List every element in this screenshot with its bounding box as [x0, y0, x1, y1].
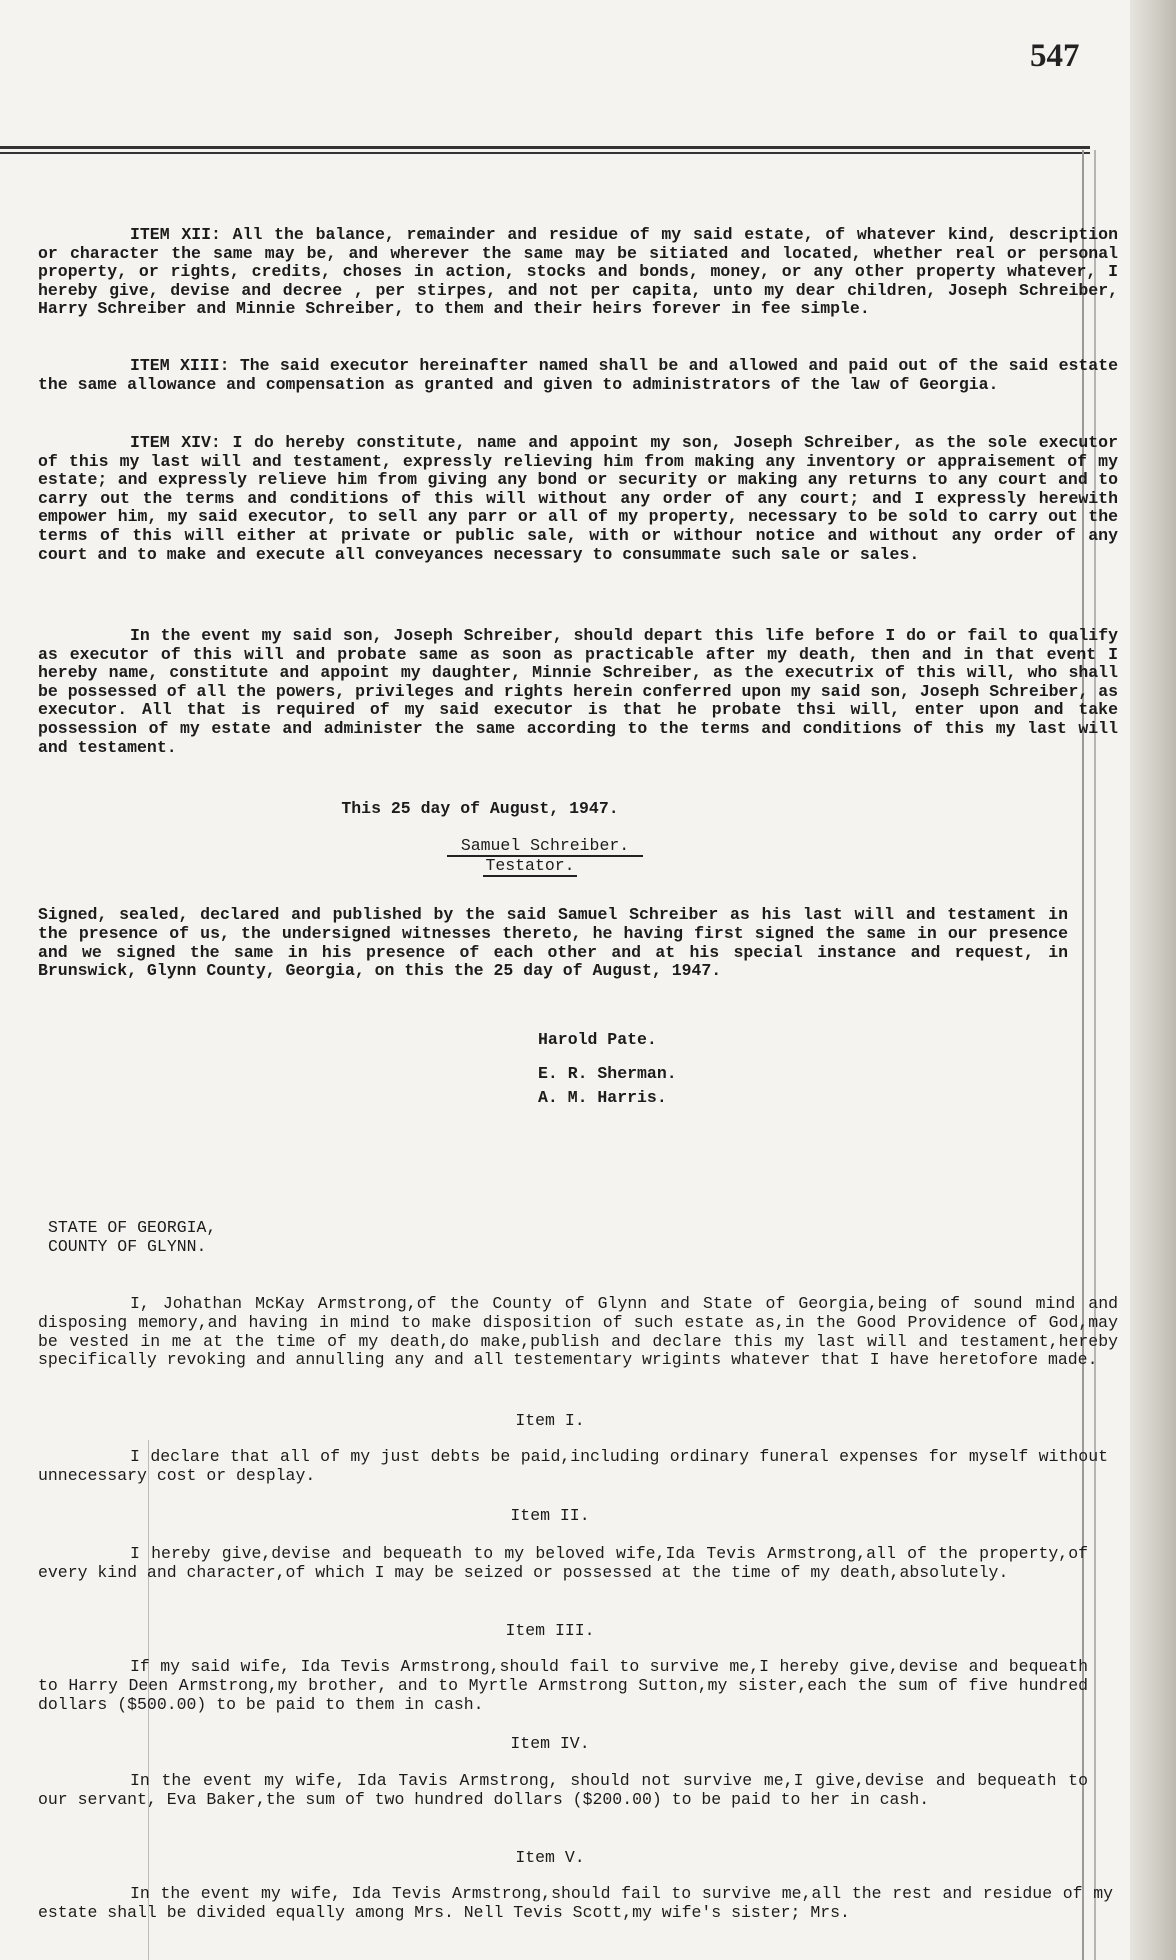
testator-title: Testator. — [485, 856, 575, 875]
witness-signature-3: A. M. Harris. — [538, 1088, 667, 1107]
witness-signature-2: E. R. Sherman. — [538, 1064, 677, 1083]
item-v-text: In the event my wife, Ida Tevis Armstrong,should fail to survive me,all the rest and residue of my estate shall be divided equally among Mrs. Nell Tevis Scott,my wife's sister; Mrs. — [38, 1884, 1113, 1922]
will-preamble: I, Johathan McKay Armstrong,of the County of Glynn and State of Georgia,being of sound mind and disposing memory,and having in mind to make disposition of such estate as,in the Good Providence of God,may be vested in me at the time of my death,do make,publish and declare this my last will and testament,hereby specifically revoking and annulling any and all testementary wrigints whatever that I have heretofore made. — [38, 1294, 1118, 1370]
item-iii-text: If my said wife, Ida Tevis Armstrong,should fail to survive me,I hereby give,devise and bequeath to Harry Deen Armstrong,my brother, and to Myrtle Armstrong Sutton,my sister,each the sum of five hundred dollars ($500.00) to be paid to them in cash. — [38, 1657, 1088, 1714]
testator-signature — [160, 836, 930, 857]
testator-title-line — [160, 856, 900, 875]
item-xiii-paragraph: ITEM XIII: The said executor hereinafter named shall be and allowed and paid out of the said estate the same allowance and compensation as granted and given to administrators of the law of Georgia. — [38, 356, 1118, 394]
header-rule — [0, 146, 1090, 149]
item-ii-heading: Item II. — [510, 1506, 590, 1525]
page-edge-shadow — [1130, 0, 1176, 1960]
item-iii-heading: Item III. — [505, 1621, 595, 1640]
attestation-clause: Signed, sealed, declared and published by the said Samuel Schreiber as his last will and testament in the presence of us, the undersigned witnesses thereto, he having first signed the same in our presence and we signed the same in his presence of each other and at his special instance and request, in Brunswick, Glynn County, Georgia, on this the 25 day of August, 1947. — [38, 905, 1068, 981]
executrix-contingency-paragraph: In the event my said son, Joseph Schreiber, should depart this life before I do or fail to qualify as executor of this will and probate same as soon as practicable after my death, then and in that event I hereby name, constitute and appoint my daughter, Minnie Schreiber, as the executrix of this will, who shall be possessed of all the powers, privileges and rights herein conferred upon my said son, Joseph Schreiber, as executor. All that is required of my said executor is that he probate thsi will, enter upon and take possession of my estate and administer the same according to the terms and conditions of this my last will and testament. — [38, 626, 1118, 757]
item-ii-text: I hereby give,devise and bequeath to my beloved wife,Ida Tevis Armstrong,all of the property,of every kind and character,of which I may be seized or possessed at the time of my death,absolutely. — [38, 1544, 1088, 1582]
item-xii-paragraph: ITEM XII: All the balance, remainder and residue of my said estate, of whatever kind, description or character the same may be, and wherever the same may be sitiated and located, whether real or personal property, or rights, credits, choses in action, stocks and bonds, money, or any other property whatever, I hereby give, devise and decree , per stirpes, and not per capita, unto my dear children, Joseph Schreiber, Harry Schreiber and Minnie Schreiber, to them and their heirs forever in fee simple. — [38, 225, 1118, 319]
item-v-heading: Item V. — [515, 1848, 585, 1867]
right-margin-line-secondary — [1094, 150, 1096, 1960]
state-caption: STATE OF GEORGIA, — [48, 1218, 217, 1237]
witness-signature-1: Harold Pate. — [538, 1030, 657, 1049]
item-i-heading: Item I. — [515, 1411, 585, 1430]
county-caption: COUNTY OF GLYNN. — [48, 1237, 207, 1256]
header-rule-secondary — [0, 152, 1090, 154]
item-i-text: I declare that all of my just debts be paid,including ordinary funeral expenses for myself without unnecessary cost or desplay. — [38, 1447, 1108, 1485]
execution-date: This 25 day of August, 1947. — [341, 799, 619, 818]
item-iv-heading: Item IV. — [510, 1734, 590, 1753]
item-iv-text: In the event my wife, Ida Tavis Armstrong, should not survive me,I give,devise and bequeath to our servant, Eva Baker,the sum of two hundred dollars ($200.00) to be paid to her in cash. — [38, 1771, 1088, 1809]
testator-name: Samuel Schreiber. — [447, 836, 643, 857]
item-xiv-paragraph: ITEM XIV: I do hereby constitute, name and appoint my son, Joseph Schreiber, as the sole executor of this my last will and testament, expressly relieving him from making any inventory or appraisement of my estate; and expressly relieve him from giving any bond or security or making any returns to any court and to carry out the terms and conditions of this will without any order of any court; and I expressly herewith empower him, my said executor, to sell any parr or all of my property, necessary to be sold to carry out the terms of this will either at private or public sale, with or withour notice and without any order of any court and to make and execute all conveyances necessary to consummate such sale or sales. — [38, 433, 1118, 564]
page-number: 547 — [1030, 38, 1080, 74]
